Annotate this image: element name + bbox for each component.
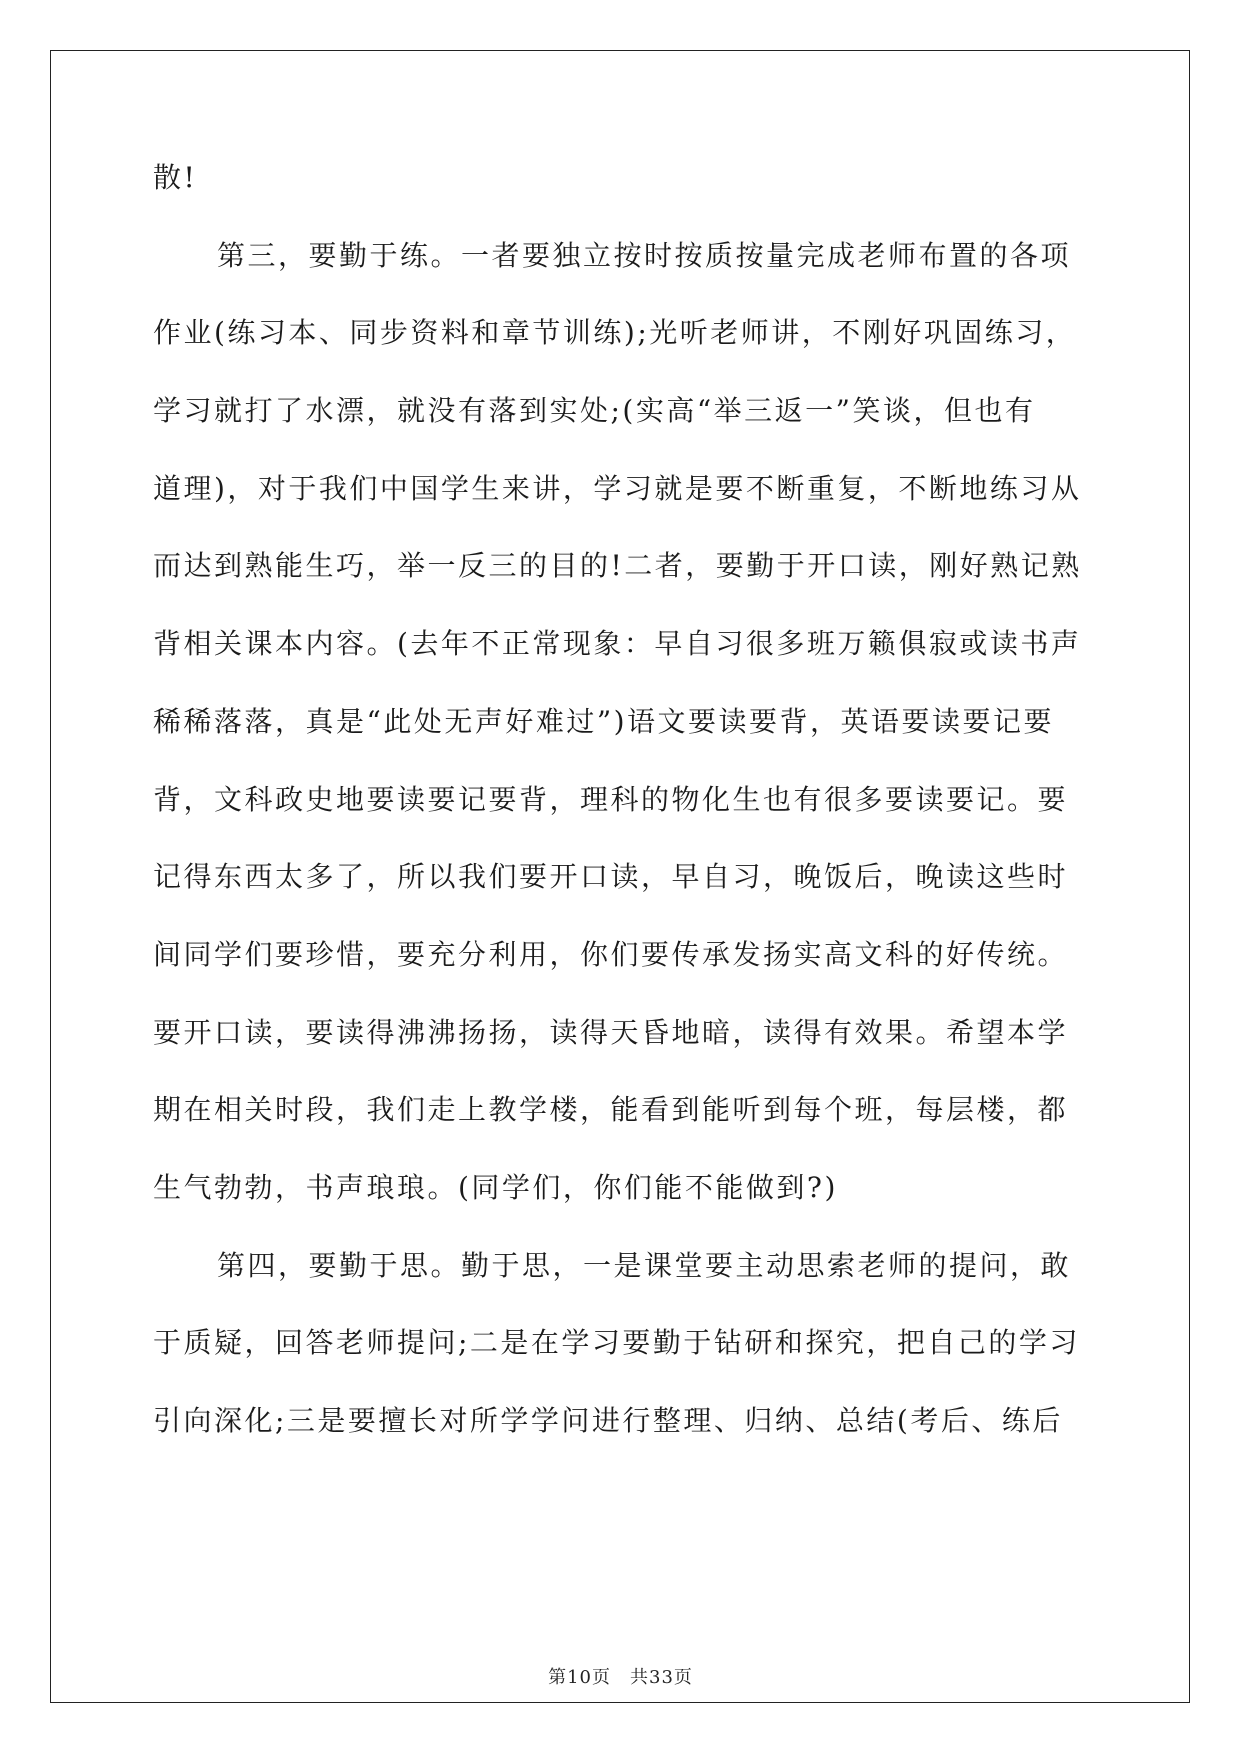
page-number-footer: 第10页 共33页 bbox=[548, 1667, 693, 1688]
text-line: 背，文科政史地要读要记要背，理科的物化生也有很多要读要记。要 bbox=[153, 782, 1069, 816]
text-line: 于质疑，回答老师提问;二是在学习要勤于钻研和探究，把自己的学习 bbox=[153, 1326, 1080, 1360]
document-body bbox=[153, 161, 1093, 1485]
text-line: 引向深化;三是要擅长对所学学问进行整理、归纳、总结(考后、练后 bbox=[153, 1404, 1063, 1437]
text-line: 道理)，对于我们中国学生来讲，学习就是要不断重复，不断地练习从 bbox=[153, 471, 1082, 505]
text-line: 生气勃勃，书声琅琅。(同学们，你们能不能做到?) bbox=[153, 1170, 838, 1204]
text-line: 作业(练习本、同步资料和章节训练);光听老师讲，不刚好巩固练习， bbox=[153, 316, 1077, 350]
text-line: 散! bbox=[153, 161, 198, 194]
text-line: 而达到熟能生巧，举一反三的目的!二者，要勤于开口读，刚好熟记熟 bbox=[153, 549, 1082, 583]
text-line: 间同学们要珍惜，要充分利用，你们要传承发扬实高文科的好传统。 bbox=[153, 937, 1069, 971]
text-line: 稀稀落落，真是“此处无声好难过”)语文要读要背，英语要读要记要 bbox=[153, 704, 1055, 738]
text-line: 第三，要勤于练。一者要独立按时按质按量完成老师布置的各项 bbox=[217, 238, 1072, 272]
text-line: 期在相关时段，我们走上教学楼，能看到能听到每个班，每层楼，都 bbox=[153, 1093, 1069, 1127]
text-line: 第四，要勤于思。勤于思，一是课堂要主动思索老师的提问，敢 bbox=[217, 1248, 1072, 1282]
text-line: 背相关课本内容。(去年不正常现象：早自习很多班万籁俱寂或读书声 bbox=[153, 627, 1082, 661]
text-line: 学习就打了水漂，就没有落到实处;(实高“举三返一”笑谈，但也有 bbox=[153, 394, 1036, 428]
text-line: 要开口读，要读得沸沸扬扬，读得天昏地暗，读得有效果。希望本学 bbox=[153, 1015, 1069, 1049]
text-line: 记得东西太多了，所以我们要开口读，早自习，晚饭后，晚读这些时 bbox=[153, 860, 1069, 894]
